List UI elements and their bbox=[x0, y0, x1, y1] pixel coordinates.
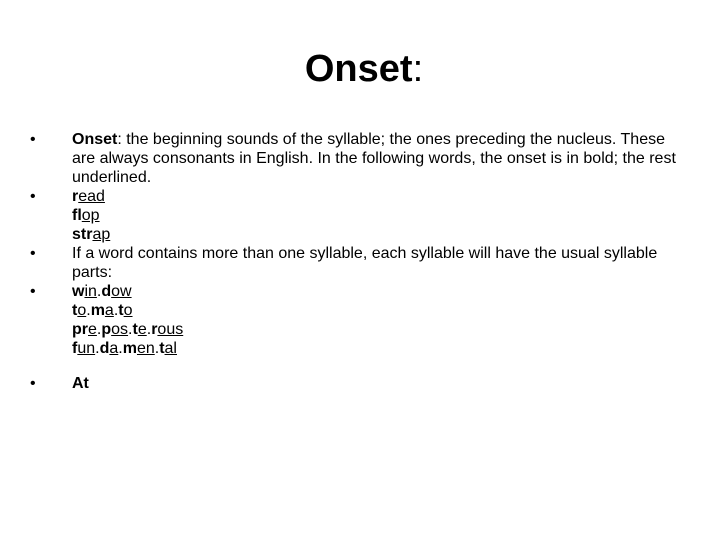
bullet-multi-syllable-intro bbox=[30, 244, 690, 282]
example-word-tomato bbox=[72, 301, 690, 320]
multi-syllable-text: If a word contains more than one syllable, each syllable will have the usual syllable parts: bbox=[72, 245, 658, 281]
bullet-multi-syllable-examples bbox=[30, 282, 690, 358]
onset-part: str bbox=[72, 226, 93, 243]
onset-part: m bbox=[90, 302, 105, 319]
onset-part: r bbox=[151, 321, 158, 338]
bullet-onset-definition bbox=[30, 130, 690, 187]
onset-part: pr bbox=[72, 321, 88, 338]
slide-title-text: Onset bbox=[304, 48, 413, 90]
syllable-separator: . bbox=[154, 340, 160, 357]
onset-part: fl bbox=[72, 207, 82, 224]
onset-part: t bbox=[118, 302, 124, 319]
syllable-separator: . bbox=[96, 321, 102, 338]
bullet-icon: • bbox=[30, 245, 36, 262]
rest-part: ow bbox=[111, 283, 132, 300]
bullet-icon: • bbox=[30, 283, 36, 300]
rest-part: en bbox=[136, 340, 155, 357]
onset-part: p bbox=[101, 321, 112, 338]
syllable-separator: . bbox=[113, 302, 119, 319]
syllable-separator: . bbox=[96, 283, 102, 300]
bullet-icon: • bbox=[30, 188, 36, 205]
rest-part: ap bbox=[92, 226, 111, 243]
rest-part: ead bbox=[78, 188, 105, 205]
example-word-preposterous bbox=[72, 320, 690, 339]
definition-term: Onset bbox=[72, 131, 118, 148]
bullet-icon: • bbox=[30, 375, 36, 392]
rest-part: a bbox=[109, 340, 119, 357]
onset-part: t bbox=[132, 321, 138, 338]
syllable-separator: . bbox=[95, 340, 100, 357]
onset-part: r bbox=[72, 188, 79, 205]
slide-title-colon: : bbox=[412, 48, 424, 90]
rest-part: al bbox=[164, 340, 177, 357]
example-word-read bbox=[72, 187, 690, 206]
example-word-fundamental bbox=[72, 339, 690, 358]
syllable-separator: . bbox=[86, 302, 91, 319]
syllable-separator: . bbox=[128, 321, 133, 338]
bullet-single-syllable-examples bbox=[30, 187, 690, 244]
onset-part: f bbox=[72, 340, 78, 357]
onset-part: w bbox=[72, 283, 85, 300]
onset-part: t bbox=[72, 302, 78, 319]
rest-part: op bbox=[81, 207, 100, 224]
rest-part: un bbox=[77, 340, 96, 357]
onset-part: m bbox=[122, 340, 137, 357]
slide-title bbox=[0, 46, 728, 92]
onset-part: d bbox=[99, 340, 110, 357]
at-text: At bbox=[72, 375, 89, 392]
example-word-window bbox=[72, 282, 690, 301]
bullet-at bbox=[30, 374, 690, 393]
example-word-strap bbox=[72, 225, 690, 244]
rest-part: e bbox=[137, 321, 147, 338]
syllable-separator: . bbox=[118, 340, 123, 357]
onset-part: d bbox=[101, 283, 112, 300]
bullet-icon: • bbox=[30, 131, 36, 148]
rest-part: o bbox=[77, 302, 87, 319]
rest-part: os bbox=[111, 321, 129, 338]
rest-part: ous bbox=[157, 321, 184, 338]
example-word-flop bbox=[72, 206, 690, 225]
rest-part: in bbox=[84, 283, 97, 300]
bullet-list bbox=[30, 130, 690, 393]
syllable-separator: . bbox=[146, 321, 152, 338]
onset-part: t bbox=[159, 340, 165, 357]
definition-text: : the beginning sounds of the syllable; the ones preceding the nucleus. These are always consonants in English. In the following words, the onset is in bold; the rest underlined. bbox=[72, 131, 676, 186]
rest-part: a bbox=[104, 302, 114, 319]
rest-part: o bbox=[123, 302, 133, 319]
rest-part: e bbox=[88, 321, 97, 338]
